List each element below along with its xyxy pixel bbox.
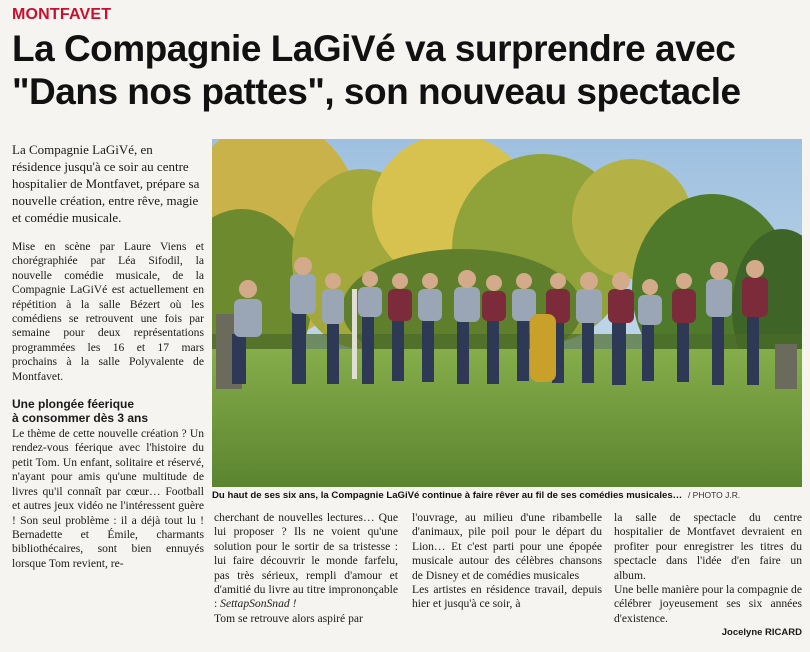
subheading-line-2: à consommer dès 3 ans bbox=[12, 410, 149, 425]
photo-caption bbox=[212, 490, 802, 504]
caption-text: Du haut de ses six ans, la Compagnie LaGiVé continue à faire rêver au fil de ses comédies musicales… bbox=[212, 490, 683, 501]
group-photo bbox=[212, 139, 802, 487]
subheading bbox=[12, 398, 204, 425]
body-paragraph-6: Les artistes en résidence travail, depuis hier et jusqu'à ce soir, à bbox=[412, 583, 602, 611]
headline bbox=[12, 27, 802, 113]
headline-line-2: "Dans nos pattes", son nouveau spectacle bbox=[12, 71, 741, 112]
subheading-line-1: Une plongée féerique bbox=[12, 397, 135, 412]
body-paragraph-3 bbox=[214, 511, 398, 612]
column-4 bbox=[614, 511, 802, 641]
body-paragraph-8: Une belle manière pour la compagnie de célébrer joyeusement ses six années d'existence. bbox=[614, 583, 802, 625]
photo-illustration bbox=[212, 139, 802, 487]
section-label: MONTFAVET bbox=[12, 6, 112, 23]
lead-paragraph: La Compagnie LaGiVé, en résidence jusqu'à ce soir au centre hospitalier de Montfavet, prépare sa nouvelle création, entre rêve, magie et comédie musicale. bbox=[12, 142, 200, 225]
body-paragraph-3-text: cherchant de nouvelles lectures… Que lui proposer ? Ils ne voient qu'une solution pour le sortir de sa tristesse : lui faire découvrir le monde farfelu, pas très sérieux, rempli d'amour et d'amitié du livre au titre imprononçable : bbox=[214, 511, 398, 611]
body-paragraph-1: Mise en scène par Laure Viens et chorégraphiée par Léa Sifodil, la nouvelle comédie musicale, de la Compagnie LaGiVé est actuellement en répétition à la salle Bézert où les comédiens se retrouvent une fois par semaine pour deux représentations programmées les 16 et 17 mars prochains à la salle Polyvalente de Montfavet. bbox=[12, 240, 204, 383]
column-3 bbox=[412, 511, 602, 612]
book-title: SettapSonSnad ! bbox=[220, 597, 297, 611]
body-paragraph-4: Tom se retrouve alors aspiré par bbox=[214, 611, 363, 625]
headline-line-1: La Compagnie LaGiVé va surprendre avec bbox=[12, 28, 736, 69]
column-1 bbox=[12, 141, 204, 571]
column-2 bbox=[214, 511, 398, 626]
photo-credit: / PHOTO J.R. bbox=[687, 490, 741, 500]
author-signature: Jocelyne RICARD bbox=[721, 627, 802, 639]
body-paragraph-2: Le thème de cette nouvelle création ? Un rendez-vous féerique avec l'histoire du petit Tom. Un enfant, solitaire et réservé, n'ayant pour amis qu'une multitude de livres qu'il connaît par cœur… Football et autres jeux vidéo ne l'intéressent guère ! Son seul problème : il a déjà tout lu ! Bernadette et Émile, charmants bibliothécaires, sont bien ennuyés lorsque Tom revient, re- bbox=[12, 427, 204, 570]
body-paragraph-5: l'ouvrage, au milieu d'une ribambelle d'animaux, pile poil pour le départ du Lion… Et c'est parti pour une épopée musicale autour des célèbres chansons de Disney et de comédies musicales bbox=[412, 511, 602, 582]
body-paragraph-7: la salle de spectacle du centre hospitalier de Montfavet devraient en profiter pour enregistrer les titres du spectacle dans l'idée d'en faire un album. bbox=[614, 511, 802, 582]
